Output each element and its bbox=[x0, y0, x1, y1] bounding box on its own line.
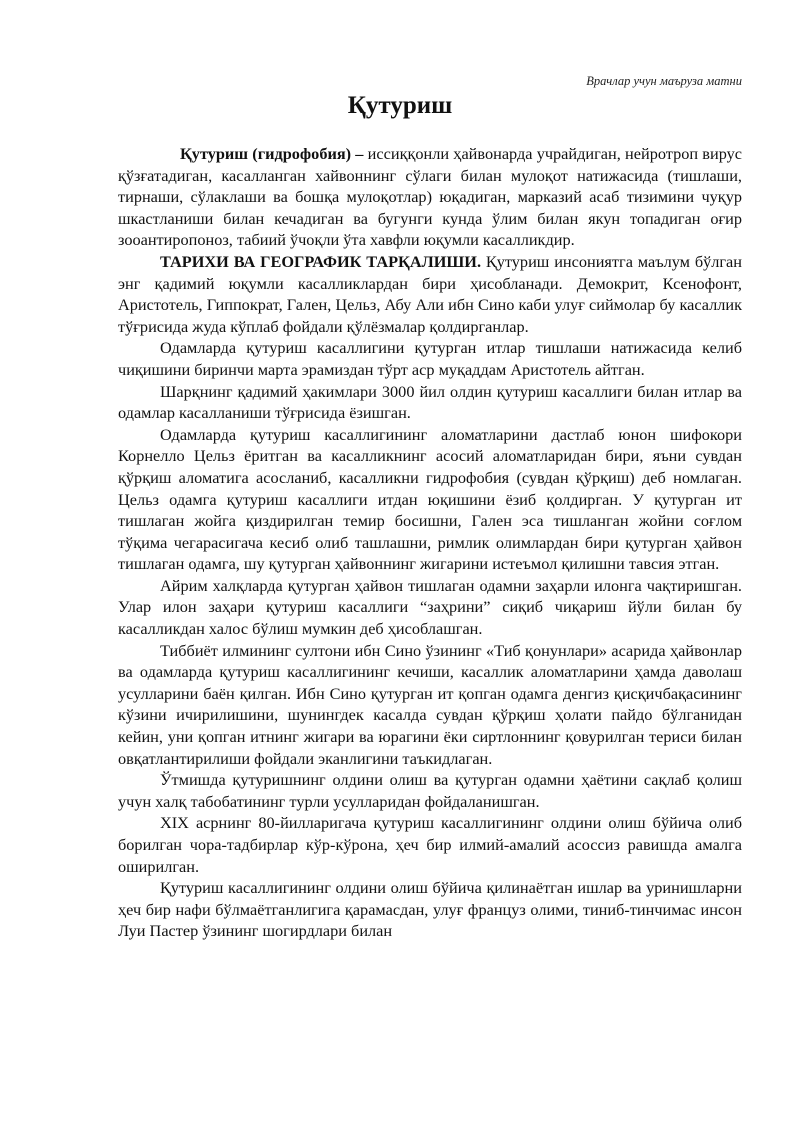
body-paragraph: Қутуриш касаллигининг олдини олиш бўйича қилинаётган ишлар ва уринишларни ҳеч бир нафи бўлмаётганлигига қарамасдан, улуғ француз олими, тиниб-тинчимас инсон Луи Пастер ўзининг шогирдлари билан bbox=[118, 878, 742, 941]
body-paragraph: Одамларда қутуриш касаллигини қутурган итлар тишлаши натижасида келиб чиқишини биринчи марта эрамиздан тўрт аср муқаддам Аристотель айтган. bbox=[118, 338, 742, 379]
body-paragraph: Одамларда қутуриш касаллигининг аломатларини дастлаб юнон шифокори Корнелло Цельз ёритган ва касалликнинг асосий аломатларидан бири, яъни сувдан қўрқиш аломатига асосланиб, касалликни гидрофобия (сувдан қўрқиш) деб номлаган. Цельз одамга қутуриш касаллиги итдан юқишини ёзиб қолдирган. У қутурган ит тишлаган жойга қиздирилган темир босишни, Гален эса тишланган жойни соғлом тўқима чегарасигача кесиб олиб ташлашни, римлик олимлардан бири қутурган ҳайвон тишлаган одамга, шу қутурган ҳайвоннинг жигарини истеъмол қилишни тавсия этган. bbox=[118, 424, 742, 574]
history-text: Қутуриш инсониятга маълум бўлган энг қадимий юқумли касалликлардан бири ҳисобланади. Демокрит, Ксенофонт, Аристотель, Гиппократ, Гален, Цельз, Абу Али ибн Сино каби улуғ сиймолар бу касаллик тўғрисида жуда кўплаб фойдали қўлёзмалар қолдирганлар. bbox=[118, 251, 742, 336]
header-note: Врачлар учун маъруза матни bbox=[586, 74, 742, 88]
document-body bbox=[118, 143, 742, 942]
intro-text: иссиққонли ҳайвонарда учрайдиган, нейротроп вирус қўзғатадиган, касалланган хайвоннинг сўлаги билан мулоқот натижасида (тишлаши, тирнаши, сўлаклаши ва бошқа мулоқотлар) юқадиган, марказий асаб тизимини чуқур шкастланиши билан кечадиган ва бугунги кунда ўлим билан якун топадиган оғир зооантиропоноз, табиий ўчоқли ўта хавфли юқумли касалликдир. bbox=[118, 144, 742, 250]
history-heading: ТАРИХИ ВА ГЕОГРАФИК ТАРҚАЛИШИ. bbox=[160, 251, 482, 271]
body-paragraph: Айрим халқларда қутурган ҳайвон тишлаган одамни заҳарли илонга чақтиришган. Улар илон заҳари қутуриш касаллиги “заҳрини” сиқиб чиқариш йўли билан бу касалликдан халос бўлиш мумкин деб ҳисоблашган. bbox=[118, 575, 742, 639]
body-paragraph: XIX асрнинг 80-йилларигача қутуриш касаллигининг олдини олиш бўйича олиб борилган чора-тадбирлар кўр-кўрона, ҳеч бир илмий-амалий асоссиз равишда амалга оширилган. bbox=[118, 813, 742, 876]
body-paragraph: Шарқнинг қадимий ҳакимлари 3000 йил олдин қутуриш касаллиги билан итлар ва одамлар касалланиши тўғрисида ёзишган. bbox=[118, 381, 742, 423]
body-paragraph: Ўтмишда қутуришнинг олдини олиш ва қутурган одамни ҳаётини сақлаб қолиш учун халқ табобатининг турли усулларидан фойдаланишган. bbox=[118, 770, 742, 811]
history-paragraph bbox=[118, 251, 742, 337]
intro-lead: Қутуриш (гидрофобия) – bbox=[180, 144, 364, 163]
page-title: Қутуриш bbox=[347, 92, 453, 119]
body-paragraph: Тиббиёт илмининг султони ибн Сино ўзининг «Тиб қонунлари» асарида ҳайвонлар ва одамларда қутуриш касаллигининг кечиши, касаллик аломатларини ҳамда даволаш усулларини баён қилган. Ибн Сино қутурган ит қопган одамга денгиз қисқичбақасининг кўзини ичирилишини, шунингдек касалда сувдан қўрқиш ҳолати пайдо бўлганидан кейин, уни қопган итнинг жигари ва юрагини ёки сиртлоннинг қовурилган териси билан овқатлантирилиши фойдали эканлигини таъкидлаган. bbox=[118, 640, 742, 768]
intro-paragraph bbox=[118, 143, 742, 251]
